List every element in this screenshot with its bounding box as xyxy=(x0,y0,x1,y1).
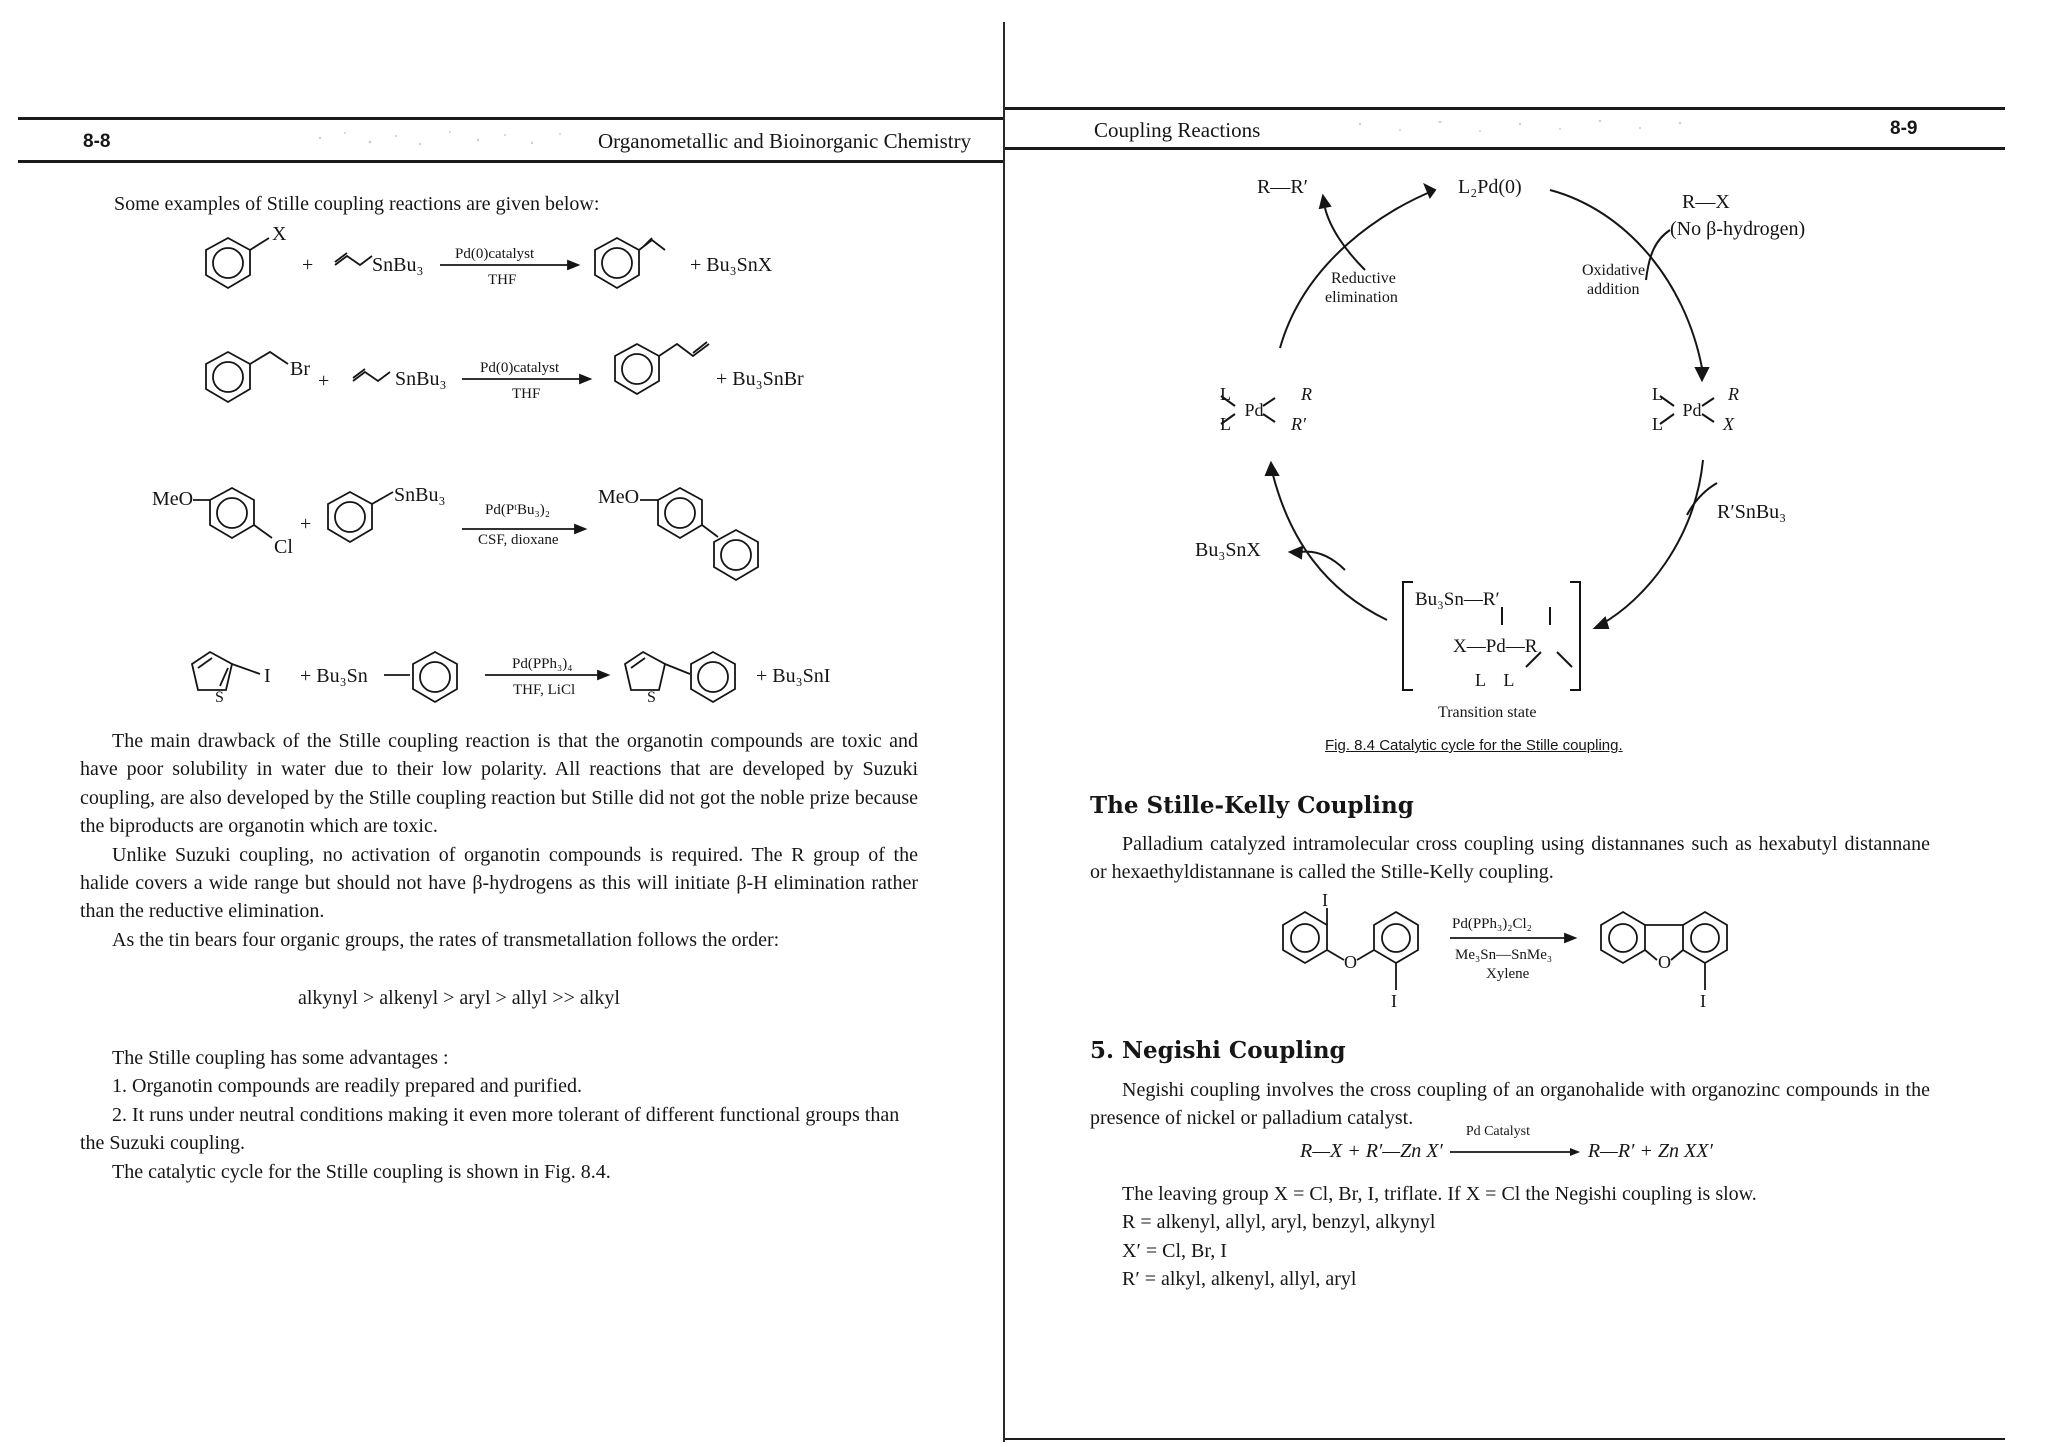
closing-sentence: The catalytic cycle for the Stille coupling is shown in Fig. 8.4. xyxy=(112,1160,611,1183)
r1-below: THF xyxy=(488,272,517,288)
r4-reagent: + Bu₃Sn xyxy=(300,665,368,687)
cycle-tin-byproduct: Bu₃SnX xyxy=(1195,539,1261,561)
header-texture-right xyxy=(1330,112,1730,142)
sk-oxygen: O xyxy=(1344,952,1357,972)
right-complex-bottom: X xyxy=(1723,414,1734,434)
reductive-label-2: elimination xyxy=(1325,289,1398,306)
tin-out-branch xyxy=(1300,552,1345,570)
svg-text:+: + xyxy=(302,254,314,276)
cycle-substrate-note: (No β-hydrogen) xyxy=(1670,218,1806,240)
arc-top-right xyxy=(1550,190,1702,368)
negishi-equation xyxy=(1300,1124,1713,1163)
r3-sub3: MeO xyxy=(598,486,640,508)
left-complex-top: R xyxy=(1301,384,1312,404)
negishi-text: Negishi coupling involves the cross coupling of an organohalide with organozinc compounds in the presence of nickel or palladium catalyst. xyxy=(1090,1079,1930,1130)
r1-byproduct: + Bu₃SnX xyxy=(690,254,773,276)
advantage-2: 2. It runs under neutral conditions making it even more tolerant of different functional groups than the Suzuki coupling. xyxy=(80,1103,900,1155)
arc-bottom-left xyxy=(1273,475,1387,620)
left-body xyxy=(80,727,918,954)
negishi-eq-catalyst: Pd Catalyst xyxy=(1465,1124,1530,1140)
left-complex-L1: L xyxy=(1220,384,1231,404)
svg-text:+: + xyxy=(300,513,312,535)
stille-kelly-scheme xyxy=(1260,890,1760,1010)
cycle-tin-reagent: R′SnBu₃ xyxy=(1717,501,1787,523)
r3-above: Pd(PᵗBu₃)₂ xyxy=(485,502,551,518)
cycle-substrate: R—X xyxy=(1682,191,1730,213)
ts-line-2: X—Pd—R xyxy=(1453,636,1538,657)
r2-reagent: SnBu₃ xyxy=(395,368,447,390)
r4-below: THF, LiCl xyxy=(513,682,576,698)
right-complex-pd: Pd xyxy=(1682,400,1702,420)
r2-above: Pd(0)catalyst xyxy=(480,360,560,376)
paragraph-order-intro: As the tin bears four organic groups, the rates of transmetallation follows the order: xyxy=(112,928,780,951)
reaction-schemes xyxy=(0,0,1003,720)
r1-reagent: SnBu₃ xyxy=(372,254,424,276)
negishi-eq-left: R—X + R′—Zn X′ xyxy=(1300,1140,1443,1162)
oxidative-label-1: Oxidative xyxy=(1582,262,1646,279)
negishi-note-rprime: R′ = alkyl, alkenyl, allyl, aryl xyxy=(1122,1268,1357,1291)
ts-label: Transition state xyxy=(1438,704,1537,721)
svg-text:O: O xyxy=(1658,952,1671,972)
advantages-block xyxy=(80,1044,918,1186)
sk-iodo-bottom: I xyxy=(1391,991,1397,1010)
left-complex-pd: Pd xyxy=(1244,400,1264,420)
negishi-heading: 5. Negishi Coupling xyxy=(1090,1037,1346,1064)
stille-kelly-text: Palladium catalyzed intramolecular cross coupling using distannanes such as hexabutyl distannane or hexaethyldistannane is called the Stille-Kelly coupling. xyxy=(1090,833,1930,884)
advantages-intro: The Stille coupling has some advantages : xyxy=(112,1047,449,1069)
sk-below1: Me₃Sn—SnMe₃ xyxy=(1455,947,1553,963)
paragraph-unlike-suzuki: Unlike Suzuki coupling, no activation of organotin compounds is required. The R group of the halide covers a wide range but should not have β-hydrogens as this will initiate β-H elimination rather than the reductive elimination. xyxy=(80,843,918,923)
negishi-note-xprime: X′ = Cl, Br, I xyxy=(1122,1239,1227,1262)
transmetallation-order: alkynyl > alkenyl > aryl > allyl >> alkyl xyxy=(298,987,620,1009)
cycle-catalyst: L₂Pd(0) xyxy=(1458,176,1522,198)
oxidative-label-2: addition xyxy=(1587,281,1640,298)
right-header-rule-top xyxy=(1005,107,2005,110)
right-footer-rule xyxy=(1005,1438,2005,1440)
r3-sub1: MeO xyxy=(152,488,194,510)
right-complex-L1: L xyxy=(1652,384,1663,404)
negishi-notes xyxy=(1122,1180,1942,1294)
paragraph-drawback: The main drawback of the Stille coupling reaction is that the organotin compounds are toxic and have poor solubility in water due to their low polarity. All reactions that are developed by Suzuki coupling, are also developed by the Stille coupling reaction but Stille did not got the noble prize because the biproducts are organotin which are toxic. xyxy=(80,730,918,838)
r4-hetero: S xyxy=(215,689,224,706)
reaction-2 xyxy=(206,342,709,402)
right-complex-top: R xyxy=(1728,384,1739,404)
arc-top-left xyxy=(1280,190,1435,348)
page-number-left: 8-8 xyxy=(83,131,111,152)
figure-caption: Fig. 8.4 Catalytic cycle for the Stille coupling. xyxy=(1325,737,1623,754)
svg-text:L: L xyxy=(1652,414,1663,434)
r3-reagent: SnBu₃ xyxy=(394,484,446,506)
reductive-label-1: Reductive xyxy=(1331,270,1396,287)
left-complex-bottom: R′ xyxy=(1291,414,1306,434)
svg-text:S: S xyxy=(647,689,656,706)
reaction-1 xyxy=(206,238,665,288)
negishi-eq-right: R—R′ + Zn XX′ xyxy=(1587,1140,1713,1162)
running-head-right: Coupling Reactions xyxy=(1094,118,1261,142)
cycle-product: R—R′ xyxy=(1257,176,1309,198)
negishi-note-r: R = alkenyl, allyl, aryl, benzyl, alkynyl xyxy=(1122,1211,1436,1234)
stille-kelly-heading: The Stille-Kelly Coupling xyxy=(1090,792,1414,819)
r2-below: THF xyxy=(512,386,541,402)
intro-text: Some examples of Stille coupling reactions are given below: xyxy=(114,193,600,215)
r4-leaving: I xyxy=(264,665,271,687)
r3-below: CSF, dioxane xyxy=(478,532,559,548)
running-head-left: Organometallic and Bioinorganic Chemistry xyxy=(598,129,972,153)
advantage-1: 1. Organotin compounds are readily prepared and purified. xyxy=(112,1075,583,1098)
reaction-3 xyxy=(193,488,758,580)
r4-byproduct: + Bu₃SnI xyxy=(756,665,831,687)
stille-catalytic-cycle xyxy=(1005,150,2005,760)
negishi-note-leaving-group: The leaving group X = Cl, Br, I, triflate. If X = Cl the Negishi coupling is slow. xyxy=(1122,1183,1757,1205)
sk-iodo-top: I xyxy=(1322,890,1328,910)
r2-byproduct: + Bu₃SnBr xyxy=(716,368,804,390)
page-number-right: 8-9 xyxy=(1890,118,1918,139)
svg-text:L: L xyxy=(1220,414,1231,434)
sk-below2: Xylene xyxy=(1486,966,1530,982)
r1-leaving: X xyxy=(272,223,287,245)
r2-leaving: Br xyxy=(290,358,310,380)
ts-line-3: L L xyxy=(1475,670,1515,690)
svg-text:I: I xyxy=(1700,991,1706,1010)
arc-bottom-right xyxy=(1600,460,1703,625)
r3-sub2: Cl xyxy=(274,536,293,558)
svg-text:+: + xyxy=(318,370,330,392)
sk-above: Pd(PPh₃)₂Cl₂ xyxy=(1452,916,1532,932)
ts-line-1: Bu₃Sn—R′ xyxy=(1415,589,1500,610)
r1-above: Pd(0)catalyst xyxy=(455,246,535,262)
r4-above: Pd(PPh₃)₄ xyxy=(512,656,573,672)
